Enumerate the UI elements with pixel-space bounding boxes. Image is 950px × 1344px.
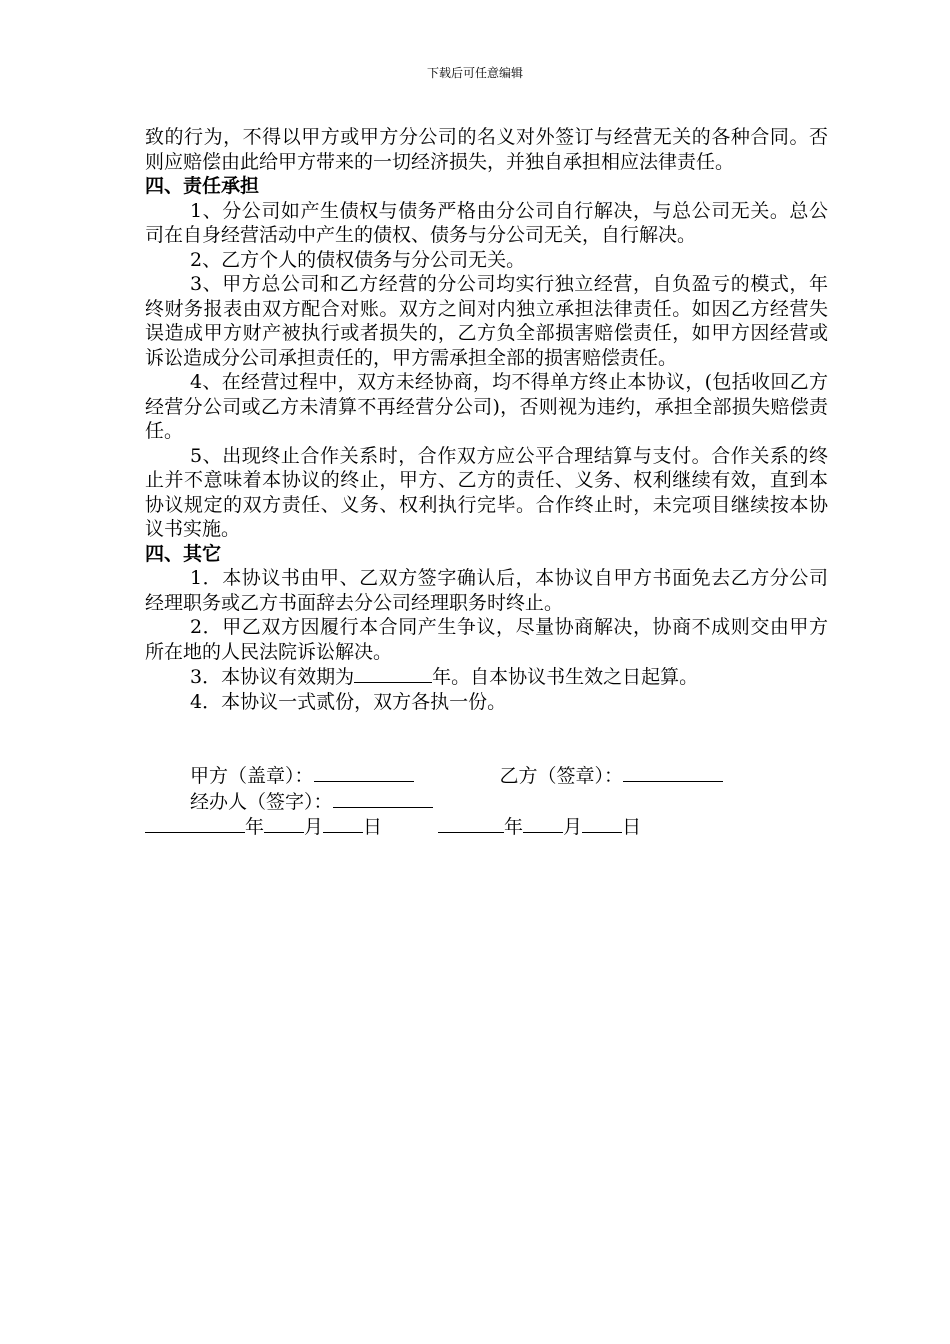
party-b-year-label: 年 xyxy=(504,816,524,838)
other-item-3-post: 年。自本协议书生效之日起算。 xyxy=(432,666,699,688)
party-a-month-label: 月 xyxy=(304,816,324,838)
paragraph-continuation: 致的行为，不得以甲方或甲方分公司的名义对外签订与经营无关的各种合同。否则应赔偿由此给甲方带来的一切经济损失，并独自承担相应法律责任。 xyxy=(145,126,828,173)
liability-item-1: 1、分公司如产生债权与债务严格由分公司自行解决，与总公司无关。总公司在自身经营活动中产生的债权、债务与分公司无关，自行解决。 xyxy=(145,199,828,246)
party-b-day-blank[interactable] xyxy=(582,814,622,833)
other-item-2: 2．甲乙双方因履行本合同产生争议，尽量协商解决，协商不成则交由甲方所在地的人民法院诉讼解决。 xyxy=(145,616,828,663)
party-a-signature-blank[interactable] xyxy=(314,763,414,782)
party-a-day-label: 日 xyxy=(363,816,383,838)
section-title-other: 四、其它 xyxy=(145,542,222,565)
liability-item-4: 4、在经营过程中，双方未经协商，均不得单方终止本协议，(包括收回乙方经营分公司或乙方未清算不再经营分公司)，否则视为违约，承担全部损失赔偿责任。 xyxy=(145,371,828,442)
validity-years-blank[interactable] xyxy=(354,664,432,683)
party-b-month-label: 月 xyxy=(563,816,583,838)
party-a-label: 甲方（盖章）： xyxy=(190,765,314,787)
signature-row-parties xyxy=(145,763,828,789)
spacer xyxy=(145,714,828,763)
other-item-4: 4．本协议一式贰份，双方各执一份。 xyxy=(190,690,507,713)
party-a-month-blank[interactable] xyxy=(264,814,304,833)
liability-item-2: 2、乙方个人的债权债务与分公司无关。 xyxy=(190,248,526,271)
signature-row-dates xyxy=(145,814,828,840)
other-item-3 xyxy=(145,664,828,690)
section-title-liability: 四、责任承担 xyxy=(145,175,260,197)
other-item-1: 1．本协议书由甲、乙双方签字确认后，本协议自甲方书面免去乙方分公司经理职务或乙方书面辞去分公司经理职务时终止。 xyxy=(145,567,828,614)
other-item-3-pre: 3．本协议有效期为 xyxy=(190,666,355,688)
handler-signature-blank[interactable] xyxy=(333,789,433,808)
liability-item-5: 5、出现终止合作关系时，合作双方应公平合理结算与支付。合作关系的终止并不意味着本协议的终止，甲方、乙方的责任、义务、权利继续有效，直到本协议规定的双方责任、义务、权利执行完毕。合作终止时，未完项目继续按本协议书实施。 xyxy=(145,444,828,540)
party-b-label: 乙方（签章）： xyxy=(499,765,624,787)
liability-item-3: 3、甲方总公司和乙方经营的分公司均实行独立经营，自负盈亏的模式，年终财务报表由双方配合对账。双方之间对内独立承担法律责任。如因乙方经营失误造成甲方财产被执行或者损失的，乙方负全部损害赔偿责任，如甲方因经营或诉讼造成分公司承担责任的，甲方需承担全部的损害赔偿责任。 xyxy=(145,273,828,369)
party-a-day-blank[interactable] xyxy=(323,814,363,833)
party-b-signature-blank[interactable] xyxy=(623,763,723,782)
party-b-month-blank[interactable] xyxy=(523,814,563,833)
party-b-day-label: 日 xyxy=(622,816,642,838)
party-a-year-blank[interactable] xyxy=(145,814,245,833)
handler-label: 经办人（签字）： xyxy=(190,790,333,813)
party-a-year-label: 年 xyxy=(245,816,265,838)
signature-row-handler xyxy=(145,789,828,815)
document-body xyxy=(145,125,828,840)
party-b-year-blank[interactable] xyxy=(438,814,504,833)
page-header: 下载后可任意编辑 xyxy=(426,66,523,80)
